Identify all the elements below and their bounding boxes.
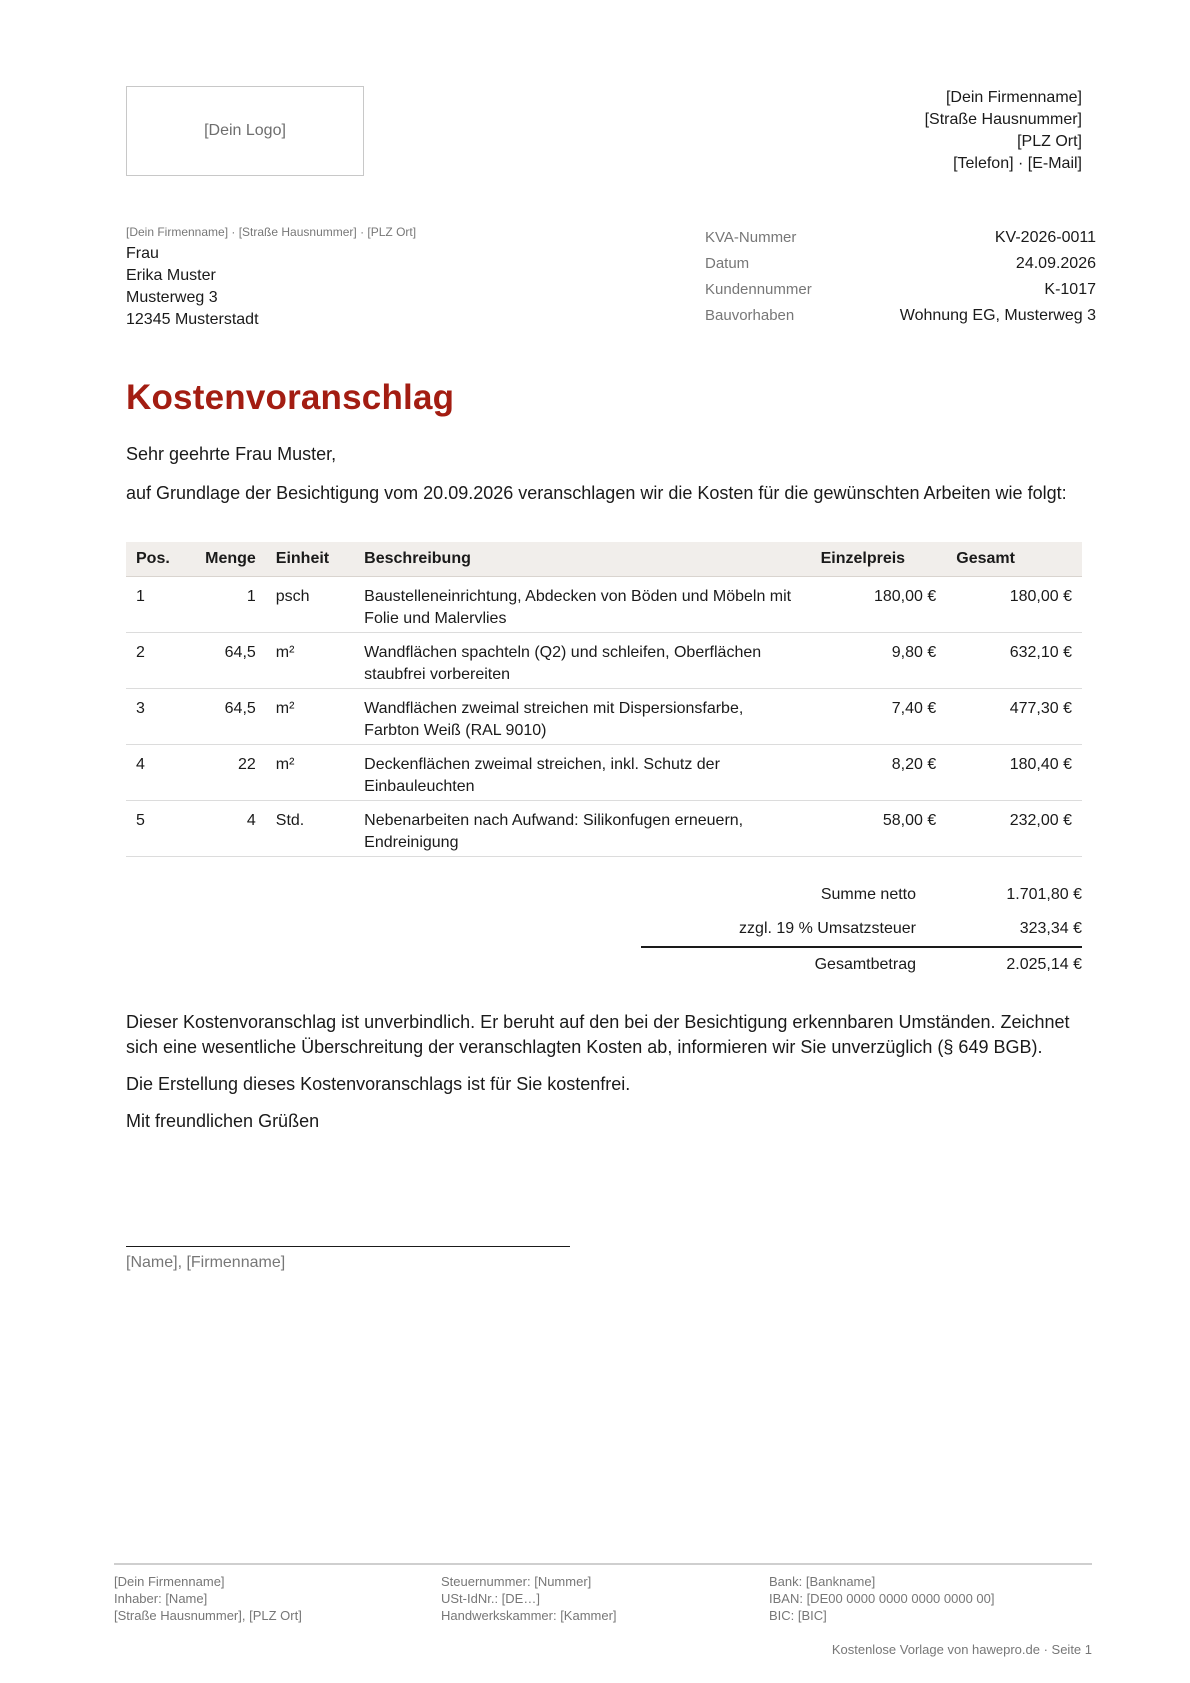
footer-text: IBAN: [DE00 0000 0000 0000 0000 00] [769, 1591, 995, 1606]
meta-label: Kundennummer [705, 281, 812, 298]
footer-tax [441, 1573, 617, 1624]
cell-gesamt: 180,40 € [946, 745, 1082, 801]
meta-label: Bauvorhaben [705, 307, 795, 324]
cell-einheit: m² [266, 689, 354, 745]
cell-beschreibung: Nebenarbeiten nach Aufwand: Silikonfugen erneuern, Endreinigung [354, 801, 810, 857]
meta-value: K-1017 [1044, 281, 1096, 298]
table-row [126, 633, 1082, 689]
cell-pos: 5 [126, 801, 182, 857]
document-meta [705, 225, 1096, 329]
footer-credit: Kostenlose Vorlage von hawepro.de · Seite 1 [831, 1642, 1092, 1657]
meta-value: 24.09.2026 [1015, 255, 1096, 272]
cell-menge: 4 [182, 801, 266, 857]
cell-beschreibung: Wandflächen zweimal streichen mit Dispersionsfarbe, Farbton Weiß (RAL 9010) [354, 689, 810, 745]
table-row [126, 689, 1082, 745]
sender-line: [Dein Firmenname] · [Straße Hausnummer] · [PLZ Ort] [126, 225, 417, 239]
cell-einheit: Std. [266, 801, 354, 857]
header-menge: Menge [182, 542, 266, 577]
recipient-city: 12345 Musterstadt [126, 311, 259, 328]
cell-einheit: psch [266, 577, 354, 633]
total-net-value: 1.701,80 € [1006, 886, 1082, 903]
header-beschreibung: Beschreibung [354, 542, 810, 577]
cell-gesamt: 477,30 € [946, 689, 1082, 745]
total-gross-label: Gesamtbetrag [814, 956, 916, 973]
table-row [126, 745, 1082, 801]
meta-label: Datum [705, 255, 750, 272]
recipient-name: Erika Muster [126, 267, 216, 284]
totals-block [641, 878, 1082, 982]
signature-line [126, 1246, 570, 1247]
cell-pos: 3 [126, 689, 182, 745]
signature-label: [Name], [Firmenname] [126, 1254, 286, 1271]
header-pos: Pos. [126, 542, 182, 577]
cell-beschreibung: Deckenflächen zweimal streichen, inkl. Schutz der Einbauleuchten [354, 745, 810, 801]
cell-pos: 2 [126, 633, 182, 689]
footer-text: USt-IdNr.: [DE…] [441, 1591, 540, 1606]
cell-beschreibung: Wandflächen spachteln (Q2) und schleifen, Oberflächen staubfrei vorbereiten [354, 633, 810, 689]
cell-einheit: m² [266, 633, 354, 689]
cell-gesamt: 232,00 € [946, 801, 1082, 857]
cell-menge: 1 [182, 577, 266, 633]
cell-einzelpreis: 180,00 € [811, 577, 947, 633]
footer-text: [Dein Firmenname] [114, 1574, 225, 1589]
recipient-address [126, 243, 259, 331]
logo-placeholder [126, 86, 364, 176]
cell-einzelpreis: 7,40 € [811, 689, 947, 745]
cell-menge: 64,5 [182, 633, 266, 689]
intro-text: auf Grundlage der Besichtigung vom 20.09.2026 veranschlagen wir die Kosten für die gewünschten Arbeiten wie folgt: [126, 483, 1067, 503]
total-net-label: Summe netto [820, 886, 916, 903]
header-einzelpreis: Einzelpreis [811, 542, 947, 577]
footer-text: Handwerkskammer: [Kammer] [441, 1608, 617, 1623]
company-address [925, 87, 1082, 175]
cell-menge: 22 [182, 745, 266, 801]
company-contact: [Telefon] · [E-Mail] [953, 155, 1082, 172]
footer-company [114, 1573, 302, 1624]
cell-pos: 1 [126, 577, 182, 633]
meta-label: KVA-Nummer [705, 229, 797, 246]
total-gross-row [641, 946, 1082, 982]
footer-text: [Straße Hausnummer], [PLZ Ort] [114, 1608, 302, 1623]
company-name: [Dein Firmenname] [945, 89, 1082, 106]
cell-beschreibung: Baustelleneinrichtung, Abdecken von Böden und Möbeln mit Folie und Malervlies [354, 577, 810, 633]
total-gross-value: 2.025,14 € [1006, 956, 1082, 973]
disclaimer-paragraph: Dieser Kostenvoranschlag ist unverbindlich. Er beruht auf den bei der Besichtigung erkennbaren Umständen. Zeichnet sich eine wesentliche Überschreitung der veranschlagten Kosten ab, informieren wir Sie unverzüglich (§ 649 BGB). [126, 1012, 1070, 1057]
company-street: [Straße Hausnummer] [924, 111, 1082, 128]
total-tax-row [641, 912, 1082, 946]
regards-paragraph: Mit freundlichen Grüßen [126, 1111, 320, 1131]
meta-row-bauvorhaben [705, 303, 1096, 329]
table-row [126, 801, 1082, 857]
total-net-row [641, 878, 1082, 912]
cell-gesamt: 180,00 € [946, 577, 1082, 633]
total-tax-label: zzgl. 19 % Umsatzsteuer [739, 920, 916, 937]
footer-text: BIC: [BIC] [769, 1608, 827, 1623]
meta-value: KV-2026-0011 [994, 229, 1096, 246]
recipient-salutation: Frau [126, 245, 159, 262]
cell-pos: 4 [126, 745, 182, 801]
cell-gesamt: 632,10 € [946, 633, 1082, 689]
footer-bank [769, 1573, 995, 1624]
company-city: [PLZ Ort] [1017, 133, 1082, 150]
cell-einheit: m² [266, 745, 354, 801]
footer-text: Bank: [Bankname] [769, 1574, 876, 1589]
table-header-row [126, 542, 1082, 577]
total-tax-value: 323,34 € [1019, 920, 1082, 937]
cell-einzelpreis: 58,00 € [811, 801, 947, 857]
meta-row-kundennummer [705, 277, 1096, 303]
header-gesamt: Gesamt [946, 542, 1082, 577]
cell-menge: 64,5 [182, 689, 266, 745]
logo-label: [Dein Logo] [204, 122, 286, 139]
recipient-street: Musterweg 3 [126, 289, 218, 306]
cell-einzelpreis: 9,80 € [811, 633, 947, 689]
greeting: Sehr geehrte Frau Muster, [126, 444, 337, 464]
closing-text [126, 1010, 1086, 1146]
cell-einzelpreis: 8,20 € [811, 745, 947, 801]
footer-text: Steuernummer: [Nummer] [441, 1574, 592, 1589]
header-einheit: Einheit [266, 542, 354, 577]
meta-value: Wohnung EG, Musterweg 3 [899, 307, 1096, 324]
cost-table [126, 542, 1082, 857]
table-row [126, 577, 1082, 633]
document-title: Kostenvoranschlag [126, 378, 455, 417]
footer-text: Inhaber: [Name] [114, 1591, 208, 1606]
meta-row-datum [705, 251, 1096, 277]
free-of-charge-paragraph: Die Erstellung dieses Kostenvoranschlags ist für Sie kostenfrei. [126, 1074, 631, 1094]
meta-row-kva-nummer [705, 225, 1096, 251]
footer-divider [114, 1563, 1092, 1565]
